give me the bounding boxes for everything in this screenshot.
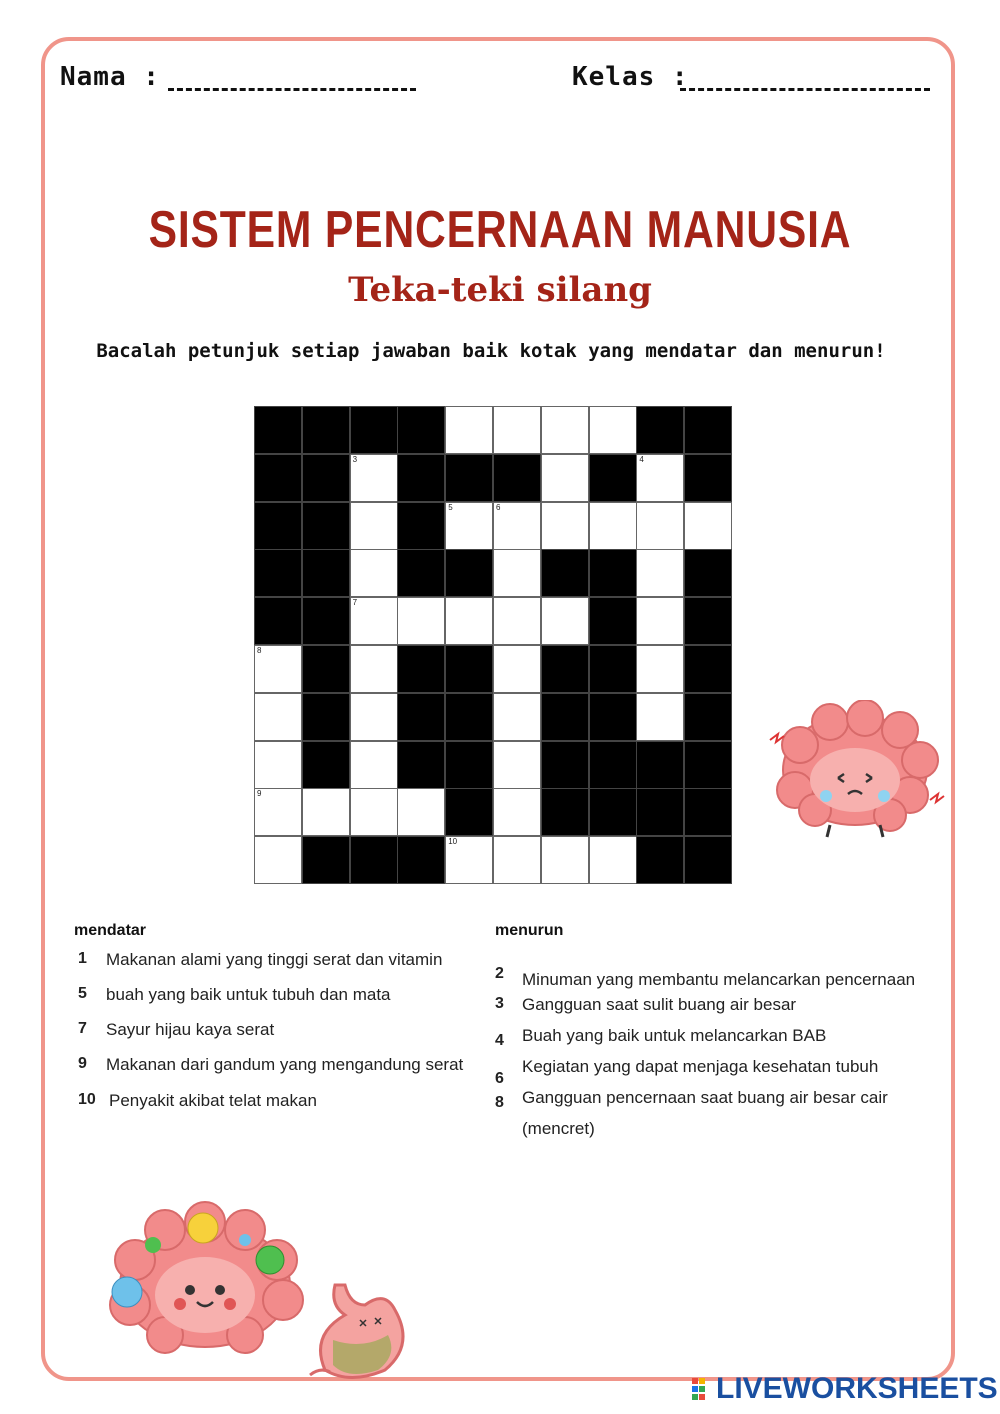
crossword-block <box>397 836 445 884</box>
crossword-block <box>636 406 684 454</box>
cell-number: 6 <box>496 502 501 512</box>
stomach-illustration <box>305 1280 415 1380</box>
crossword-cell[interactable] <box>445 836 493 884</box>
crossword-block <box>684 597 732 645</box>
crossword-block <box>254 502 302 550</box>
crossword-block <box>397 406 445 454</box>
crossword-cell[interactable] <box>350 788 398 836</box>
crossword-cell[interactable] <box>350 454 398 502</box>
cell-number: 9 <box>257 789 262 799</box>
crossword-cell[interactable] <box>636 693 684 741</box>
crossword-cell[interactable] <box>636 549 684 597</box>
crossword-cell[interactable] <box>445 597 493 645</box>
crossword-cell[interactable] <box>493 788 541 836</box>
liveworksheets-brand: LIVEWORKSHEETS <box>716 1372 998 1405</box>
crossword-block <box>397 741 445 789</box>
crossword-block <box>302 597 350 645</box>
crossword-block <box>636 741 684 789</box>
crossword-block <box>302 645 350 693</box>
crossword-cell[interactable] <box>541 502 589 550</box>
crossword-cell[interactable] <box>254 836 302 884</box>
clue-number: 7 <box>78 1020 87 1037</box>
crossword-cell[interactable] <box>636 454 684 502</box>
crossword-block <box>636 836 684 884</box>
crossword-block <box>397 454 445 502</box>
crossword-cell[interactable] <box>350 502 398 550</box>
crossword-cell[interactable] <box>350 645 398 693</box>
crossword-cell[interactable] <box>350 597 398 645</box>
happy-intestine-illustration <box>105 1200 315 1360</box>
clue-text: Sayur hijau kaya serat <box>106 1020 275 1039</box>
clue-number: 8 <box>495 1094 504 1111</box>
crossword-block <box>397 502 445 550</box>
crossword-block <box>302 693 350 741</box>
clue-text: Gangguan saat sulit buang air besar <box>522 995 797 1014</box>
crossword-cell[interactable] <box>493 502 541 550</box>
crossword-block <box>445 741 493 789</box>
crossword-grid <box>254 406 732 884</box>
crossword-block <box>589 549 637 597</box>
clue-text: Gangguan pencernaan saat buang air besar cair <box>522 1088 888 1107</box>
crossword-block <box>397 549 445 597</box>
crossword-block <box>350 406 398 454</box>
crossword-cell[interactable] <box>493 549 541 597</box>
crossword-block <box>589 597 637 645</box>
crossword-block <box>684 549 732 597</box>
crossword-block <box>684 741 732 789</box>
sad-intestine-illustration <box>760 700 950 840</box>
clue-number: 6 <box>495 1070 504 1087</box>
crossword-cell[interactable] <box>254 788 302 836</box>
crossword-block <box>589 788 637 836</box>
crossword-block <box>254 406 302 454</box>
page-subtitle: Teka-teki silang <box>348 270 652 310</box>
crossword-cell[interactable] <box>541 406 589 454</box>
crossword-cell[interactable] <box>541 597 589 645</box>
crossword-cell[interactable] <box>445 406 493 454</box>
clue-number: 5 <box>78 985 87 1002</box>
class-label: Kelas : <box>572 62 689 92</box>
crossword-block <box>636 788 684 836</box>
clue-text: Kegiatan yang dapat menjaga kesehatan tubuh <box>522 1057 879 1076</box>
crossword-block <box>302 502 350 550</box>
crossword-block <box>589 741 637 789</box>
crossword-block <box>684 788 732 836</box>
down-heading: menurun <box>495 922 564 939</box>
crossword-cell[interactable] <box>350 741 398 789</box>
clue-text: Buah yang baik untuk melancarkan BAB <box>522 1026 827 1045</box>
crossword-block <box>254 597 302 645</box>
crossword-cell[interactable] <box>636 502 684 550</box>
crossword-block <box>589 645 637 693</box>
crossword-cell[interactable] <box>254 741 302 789</box>
crossword-cell[interactable] <box>541 454 589 502</box>
cell-number: 5 <box>448 502 453 512</box>
cell-number: 8 <box>257 646 262 655</box>
name-label: Nama : <box>60 62 160 92</box>
across-heading: mendatar <box>74 922 147 939</box>
liveworksheets-logo-icon <box>692 1378 712 1400</box>
name-blank[interactable] <box>168 88 416 91</box>
crossword-cell[interactable] <box>302 788 350 836</box>
clue-text: buah yang baik untuk tubuh dan mata <box>106 985 391 1004</box>
cell-number: 10 <box>448 837 458 847</box>
crossword-block <box>397 645 445 693</box>
crossword-cell[interactable] <box>589 406 637 454</box>
clue-text: Minuman yang membantu melancarkan pencernaan <box>522 970 916 989</box>
crossword-cell[interactable] <box>636 597 684 645</box>
clue-text: Makanan alami yang tinggi serat dan vitamin <box>106 950 443 969</box>
crossword-block <box>350 836 398 884</box>
crossword-cell[interactable] <box>397 788 445 836</box>
crossword-cell[interactable] <box>493 836 541 884</box>
crossword-block <box>541 788 589 836</box>
crossword-block <box>684 836 732 884</box>
crossword-block <box>302 836 350 884</box>
crossword-cell[interactable] <box>350 693 398 741</box>
clue-number: 3 <box>495 995 504 1012</box>
crossword-block <box>302 741 350 789</box>
crossword-block <box>541 741 589 789</box>
crossword-block <box>493 454 541 502</box>
instruction-text: Bacalah petunjuk setiap jawaban baik kotak yang mendatar dan menurun! <box>96 340 886 362</box>
class-blank[interactable] <box>680 88 930 91</box>
crossword-cell[interactable] <box>493 741 541 789</box>
clue-number: 9 <box>78 1055 87 1072</box>
clue-number: 2 <box>495 965 504 982</box>
crossword-block <box>302 454 350 502</box>
clue-text-continuation: (mencret) <box>522 1119 595 1138</box>
clue-text: Makanan dari gandum yang mengandung serat <box>106 1055 464 1074</box>
crossword-block <box>302 549 350 597</box>
crossword-block <box>589 693 637 741</box>
liveworksheets-logo[interactable] <box>692 1372 998 1406</box>
cell-number: 7 <box>352 598 358 608</box>
crossword-cell[interactable] <box>350 549 398 597</box>
crossword-cell[interactable] <box>684 502 732 550</box>
crossword-cell[interactable] <box>493 645 541 693</box>
crossword-cell[interactable] <box>541 836 589 884</box>
clue-text: Penyakit akibat telat makan <box>109 1091 317 1110</box>
crossword-block <box>589 454 637 502</box>
crossword-block <box>254 549 302 597</box>
crossword-block <box>541 693 589 741</box>
crossword-cell[interactable] <box>254 693 302 741</box>
crossword-block <box>445 645 493 693</box>
crossword-block <box>684 693 732 741</box>
crossword-block <box>302 406 350 454</box>
crossword-cell[interactable] <box>493 597 541 645</box>
crossword-cell[interactable] <box>445 502 493 550</box>
crossword-cell[interactable] <box>493 406 541 454</box>
crossword-block <box>684 454 732 502</box>
crossword-block <box>445 693 493 741</box>
crossword-cell[interactable] <box>589 836 637 884</box>
cell-number: 3 <box>352 454 358 464</box>
crossword-block <box>541 645 589 693</box>
crossword-block <box>684 645 732 693</box>
clue-number: 10 <box>78 1091 96 1108</box>
crossword-cell[interactable] <box>636 645 684 693</box>
crossword-block <box>254 454 302 502</box>
crossword-block <box>684 406 732 454</box>
crossword-block <box>397 693 445 741</box>
crossword-block <box>541 549 589 597</box>
crossword-block <box>445 788 493 836</box>
crossword-cell[interactable] <box>493 693 541 741</box>
crossword-cell[interactable] <box>397 597 445 645</box>
clue-number: 1 <box>78 950 87 967</box>
clue-number: 4 <box>495 1032 504 1049</box>
page-title: SISTEM PENCERNAAN MANUSIA <box>148 201 852 259</box>
crossword-block <box>445 549 493 597</box>
cell-number: 4 <box>639 454 644 464</box>
crossword-cell[interactable] <box>254 645 302 693</box>
crossword-block <box>445 454 493 502</box>
crossword-cell[interactable] <box>589 502 637 550</box>
